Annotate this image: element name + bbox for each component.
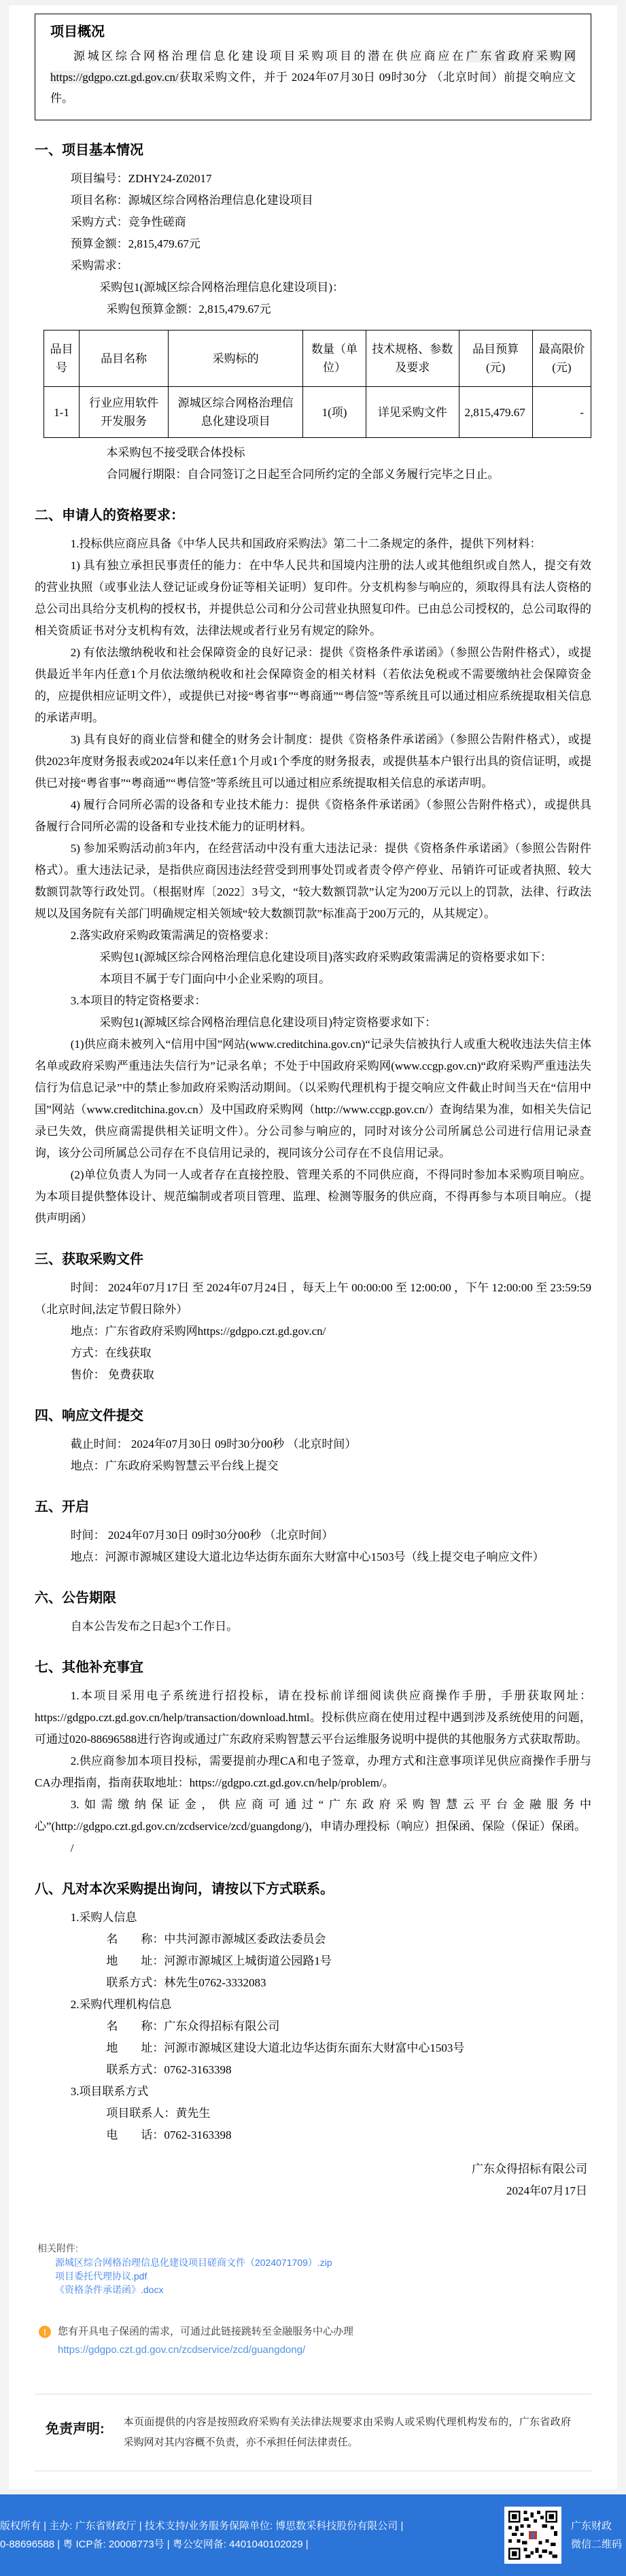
paragraph: 2.供应商参加本项目投标，需要提前办理CA和电子签章，办理方式和注意事项详见供应商操作手册与CA办理指南，指南获取地址：https://gdgpo.czt.gd.gov.cn/help/problem/。 <box>35 1755 591 1789</box>
paragraph: 方式：在线获取 <box>70 1346 152 1359</box>
section <box>35 1658 591 1859</box>
paragraph: 采购包1(源城区综合网格治理信息化建设项目)特定资格要求如下： <box>99 1016 437 1029</box>
paragraph: 2) 有依法缴纳税收和社会保障资金的良好记录：提供《资格条件承诺函》（参照公告附件格式），或提供最近半年内任意1个月依法缴纳税收和社会保障资金的相关材料（若依法免税或不需要缴纳社会保障资金的，应提供相应证明文件），或提供已对接“粤省事”“粤商通”“粤信签”等系统且可以通过相应系统提取相关信息的承诺声明。 <box>35 646 591 724</box>
paragraph: 本项目不属于专门面向中小企业采购的项目。 <box>99 972 331 985</box>
paragraph: 合同履行期限：自合同签订之日起至合同所约定的全部义务履行完毕之日止。 <box>106 468 500 481</box>
table-cell: - <box>532 387 591 438</box>
table-header-cell: 技术规格、参数及要求 <box>366 331 459 387</box>
signature-block <box>35 2158 591 2202</box>
paragraph: 联系方式：0762-3163398 <box>106 2063 232 2076</box>
section <box>35 506 591 1230</box>
paragraph: 地 址：河源市源城区上城街道公园路1号 <box>106 1954 332 1967</box>
paragraph: (2)单位负责人为同一人或者存在直接控股、管理关系的不同供应商，不得同时参加本采购项目响应。为本项目提供整体设计、规范编制或者项目管理、监理、检测等服务的供应商，不得再参与本项目响应。（提供声明函） <box>35 1168 591 1225</box>
section <box>35 1406 591 1477</box>
paragraph: 截止时间： 2024年07月30日 09时30分00秒 （北京时间） <box>70 1438 357 1451</box>
attachment-link[interactable]: 项目委托代理协议.pdf <box>55 2271 147 2282</box>
table-header-cell: 品目号 <box>44 331 79 387</box>
table-header-cell: 最高限价(元) <box>532 331 591 387</box>
table-header-row <box>44 331 591 387</box>
announcement-card <box>9 5 617 2489</box>
e-guarantee-notice <box>39 2324 591 2356</box>
paragraph: 地点：河源市源城区建设大道北边华达街东面东大财富中心1503号（线上提交电子响应文件） <box>70 1550 544 1563</box>
qr-caption-line1: 广东财政 <box>570 2520 612 2532</box>
table-header-cell: 采购标的 <box>169 331 303 387</box>
attachments-section <box>37 2241 591 2297</box>
disclaimer-text: 本页面提供的内容是按照政府采购有关法律法规要求由采购人或采购代理机构发布的，广东省政府采购网对其内容概不负责，亦不承担任何法律责任。 <box>123 2416 571 2448</box>
paragraph: 采购方式：竞争性磋商 <box>70 216 186 228</box>
qr-caption <box>571 2517 622 2554</box>
table-cell: 1(项) <box>303 387 366 438</box>
overview-title: 项目概况 <box>50 24 105 39</box>
table-cell: 源城区综合网格治理信息化建设项目 <box>169 387 303 438</box>
warning-icon: ! <box>39 2326 51 2338</box>
table-cell: 1-1 <box>44 387 79 438</box>
paragraph: 时间： 2024年07月30日 09时30分00秒 （北京时间） <box>70 1529 334 1542</box>
project-overview-box <box>35 14 591 120</box>
table-header-cell: 品目预算(元) <box>459 331 532 387</box>
paragraph: 3) 具有良好的商业信誉和健全的财务会计制度：提供《资格条件承诺函》（参照公告附件格式），或提供2023年度财务报表或2024年以来任意1个月或1个季度的财务报表，或提供基本户银行出具的资信证明，或提供已对接“粤省事”“粤商通”“粤信签”等系统且可以通过相应系统提取相关信息的承诺声明。 <box>35 733 591 790</box>
disclaimer-label: 免责声明: <box>46 2422 105 2437</box>
section-heading: 七、其他补充事宜 <box>35 1660 143 1675</box>
paragraph: 预算金额：2,815,479.67元 <box>70 237 201 250</box>
paragraph: 4) 履行合同所必需的设备和专业技术能力：提供《资格条件承诺函》（参照公告附件格式），或提供具备履行合同所必需的设备和专业技术能力的证明材料。 <box>35 798 591 833</box>
paragraph: 采购包1(源城区综合网格治理信息化建设项目)落实政府采购政策需满足的资格要求如下： <box>99 951 553 964</box>
table-row <box>44 387 591 438</box>
overview-text-before: 源城区综合网格治理信息化建设项目采购项目的潜在供应商应在 <box>73 50 466 63</box>
paragraph: 1.投标供应商应具备《中华人民共和国政府采购法》第二十二条规定的条件，提供下列材料： <box>70 537 542 550</box>
paragraph: 自本公告发布之日起3个工作日。 <box>70 1620 239 1633</box>
paragraph: 项目联系人：黄先生 <box>106 2107 211 2120</box>
paragraph: 电 话：0762-3163398 <box>106 2129 232 2141</box>
wechat-qr-code <box>504 2507 561 2564</box>
paragraph: 名 称：中共河源市源城区委政法委员会 <box>106 1933 326 1946</box>
paragraph: 1.采购人信息 <box>70 1911 137 1924</box>
paragraph: 2.采购代理机构信息 <box>70 1998 172 2011</box>
site-footer <box>0 2494 626 2576</box>
paragraph: 项目名称：源城区综合网格治理信息化建设项目 <box>70 194 313 207</box>
gov-procurement-site-link[interactable]: 广东省政府采购网https://gdgpo.czt.gd.gov.cn/ <box>50 50 576 84</box>
paragraph: 名 称：广东众得招标有限公司 <box>106 2020 280 2033</box>
paragraph: 售价： 免费获取 <box>70 1368 154 1381</box>
section-heading: 一、项目基本情况 <box>35 143 143 158</box>
section <box>35 141 591 486</box>
table-header-cell: 数量（单位） <box>303 331 366 387</box>
notice-text: 您有开具电子保函的需求，可通过此链接跳转至金融服务中心办理 <box>58 2326 354 2337</box>
section <box>35 1497 591 1568</box>
paragraph: / <box>70 1842 74 1854</box>
paragraph: 地点：广东政府采购智慧云平台线上提交 <box>70 1459 279 1472</box>
section-heading: 三、获取采购文件 <box>35 1252 143 1267</box>
paragraph: 2.落实政府采购政策需满足的资格要求： <box>70 929 276 942</box>
section-heading: 二、申请人的资格要求： <box>35 508 184 523</box>
table-cell: 详见采购文件 <box>366 387 459 438</box>
document-sections <box>35 141 591 2146</box>
paragraph: 时间： 2024年07月17日 至 2024年07月24日 ，每天上午 00:00:00 至 12:00:00 ，下午 12:00:00 至 23:59:59（北京时间,法定节假日除外） <box>35 1281 591 1316</box>
paragraph: 地点：广东省政府采购网https://gdgpo.czt.gd.gov.cn/ <box>70 1325 326 1338</box>
section <box>35 1880 591 2146</box>
procurement-items-table <box>44 330 591 438</box>
signature-date: 2024年07月17日 <box>506 2184 587 2197</box>
paragraph: (1)供应商未被列入“信用中国”网站(www.creditchina.gov.cn)“记录失信被执行人或重大税收违法失信主体名单或政府采购严重违法失信行为”记录名单；不处于中国政府采购网(www.ccgp.gov.cn)“政府采购严重违法失信行为信息记录”中的禁止参加政府采购活动期间。（以采购代理机构于提交响应文件截止时间当天在“信用中国”网站（www.creditchina.gov.cn）及中国政府采购网（http://www.ccgp.gov.cn/）查询结果为准，如相关失信记录已失效，供应商需提供相关证明文件）。分公司参与响应的，同时对该分公司所属总公司进行信用记录查询，该分公司所属总公司存在不良信用记录的，视同该分公司存在不良信用记录。 <box>35 1038 591 1159</box>
footer-qr-area <box>504 2507 622 2564</box>
footer-line1: 版权所有 | 主办: 广东省财政厅 | 技术支持/业务服务保障单位: 博思数采科技股份有限公司 | <box>0 2520 404 2532</box>
section-heading: 六、公告期限 <box>35 1591 116 1606</box>
paragraph: 5) 参加采购活动前3年内，在经营活动中没有重大违法记录：提供《资格条件承诺函》（参照公告附件格式）。重大违法记录，是指供应商因违法经营受到刑事处罚或者责令停产停业、吊销许可证或者执照、较大数额罚款等行政处罚。（根据财库〔2022〕3号文，“较大数额罚款”认定为200万元以上的罚款，法律、行政法规以及国务院有关部门明确规定相关领域“较大数额罚款”标准高于200万元的，从其规定）。 <box>35 842 591 920</box>
disclaimer-section <box>35 2394 591 2471</box>
paragraph: 联系方式：林先生0762-3332083 <box>106 1976 266 1989</box>
paragraph: 地 址：河源市源城区建设大道北边华达街东面东大财富中心1503号 <box>106 2041 465 2054</box>
qr-caption-line2: 微信二维码 <box>570 2539 622 2550</box>
section-heading: 四、响应文件提交 <box>35 1408 143 1423</box>
table-header-cell: 品目名称 <box>80 331 169 387</box>
paragraph: 采购需求： <box>70 259 128 272</box>
paragraph: 项目编号：ZDHY24-Z02017 <box>70 172 212 185</box>
financial-service-center-link[interactable]: https://gdgpo.czt.gd.gov.cn/zcdservice/zcd/guangdong/ <box>58 2344 306 2356</box>
attachment-link[interactable]: 源城区综合网格治理信息化建设项目磋商文件（2024071709）.zip <box>55 2257 332 2268</box>
paragraph: 采购包1(源城区综合网格治理信息化建设项目)： <box>99 281 345 294</box>
paragraph: 3.本项目的特定资格要求： <box>70 994 207 1007</box>
overview-text-after: 获取采购文件，并于 2024年07月30日 09时30分 （北京时间）前提交响应文件。 <box>50 71 576 105</box>
footer-info <box>0 2517 403 2554</box>
paragraph: 3.如需缴纳保证金，供应商可通过“广东政府采购智慧云平台金融服务中心”(http://gdgpo.czt.gd.gov.cn/zcdservice/zcd/guangdong/)，申请办理投标（响应）担保函、保险（保证）保函。 <box>35 1798 591 1833</box>
signature-company: 广东众得招标有限公司 <box>472 2163 587 2175</box>
attachments-label: 相关附件: <box>37 2243 78 2254</box>
section <box>35 1250 591 1386</box>
section-heading: 八、凡对本次采购提出询问，请按以下方式联系。 <box>35 1882 334 1897</box>
paragraph: 采购包预算金额：2,815,479.67元 <box>106 303 271 316</box>
paragraph: 1.本项目采用电子系统进行招投标，请在投标前详细阅读供应商操作手册，手册获取网址：https://gdgpo.czt.gd.gov.cn/help/transaction/download.html。投标供应商在使用过程中遇到涉及系统使用的问题，可通过020-88696588进行咨询或通过广东政府采购智慧云平台运维服务说明中提供的其他服务方式获取帮助。 <box>35 1689 591 1746</box>
paragraph: 本采购包不接受联合体投标 <box>106 446 245 459</box>
overview-paragraph <box>50 46 576 109</box>
section <box>35 1589 591 1638</box>
attachment-link[interactable]: 《资格条件承诺函》.docx <box>55 2284 164 2295</box>
paragraph: 1) 具有独立承担民事责任的能力：在中华人民共和国境内注册的法人或其他组织或自然人，提交有效的营业执照（或事业法人登记证或身份证等相关证明）复印件。分支机构参与响应的，须取得具有法人资格的总公司出具给分支机构的授权书，并提供总公司和分公司营业执照复印件。已由总公司授权的，总公司取得的相关资质证书对分支机构有效，法律法规或者行业另有规定的除外。 <box>35 559 591 637</box>
section-heading: 五、开启 <box>35 1499 89 1514</box>
paragraph: 3.项目联系方式 <box>70 2085 149 2098</box>
attachments-list <box>37 2256 591 2297</box>
table-cell: 行业应用软件开发服务 <box>80 387 169 438</box>
table-cell: 2,815,479.67 <box>459 387 532 438</box>
footer-line2: 0-88696588 | 粤 ICP备: 20008773号 | 粤公安网备: 4401040102029 | <box>0 2539 309 2550</box>
